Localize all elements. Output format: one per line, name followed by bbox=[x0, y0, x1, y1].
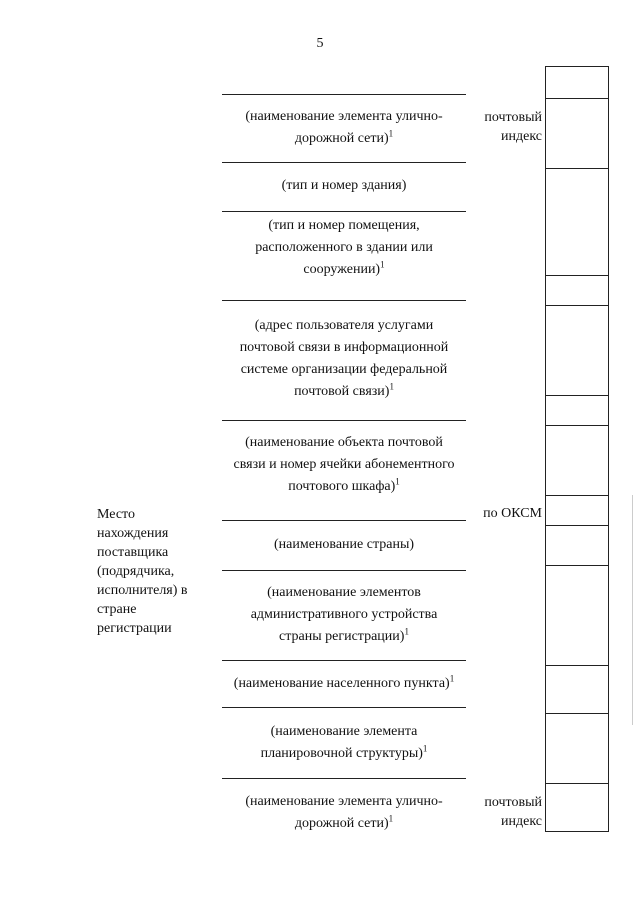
supplier-location-label: Место нахождения поставщика (подрядчика, исполнителя) в стране регистрации bbox=[97, 507, 188, 636]
caption-locality: (наименование населенного пункта)$^1$ bbox=[233, 673, 455, 691]
field-underline bbox=[222, 660, 466, 661]
caption-country: (наименование страны) bbox=[273, 537, 415, 552]
caption-premises: (тип и номер помещения, расположенного в здании или сооружении)$^1$ bbox=[255, 218, 433, 277]
caption-building: (тип и номер здания) bbox=[281, 178, 407, 193]
field-underline bbox=[222, 162, 466, 163]
field-underline bbox=[222, 778, 466, 779]
field-underline bbox=[222, 211, 466, 212]
caption-postal-object: (наименование объекта почтовой связи и номер ячейки абонементного почтового шкафа)$^1$ bbox=[233, 435, 455, 494]
caption-admin-division: (наименование элементов административного устройства страны регистрации)$^1$ bbox=[250, 585, 438, 644]
field-underline bbox=[222, 94, 466, 95]
field-underline bbox=[222, 520, 466, 521]
oksm-label: по ОКСМ bbox=[483, 506, 542, 521]
caption-planning-structure: (наименование элемента планировочной структуры)$^1$ bbox=[260, 724, 428, 761]
field-underline bbox=[222, 707, 466, 708]
caption-postal-address: (адрес пользователя услугами почтовой связи в информационной системе организации федеральной почтовой связи)$^1$ bbox=[239, 318, 449, 399]
page-edge-line bbox=[632, 495, 633, 725]
caption-street-1: (наименование элемента улично- дорожной сети)$^1$ bbox=[245, 109, 443, 146]
postal-index-label-bottom: почтовый индекс bbox=[484, 795, 542, 829]
field-underline bbox=[222, 420, 466, 421]
caption-street-2: (наименование элемента улично- дорожной сети)$^1$ bbox=[245, 794, 443, 831]
page-number: 5 bbox=[316, 36, 324, 51]
field-underline bbox=[222, 300, 466, 301]
field-underline bbox=[222, 570, 466, 571]
postal-index-label-top: почтовый индекс bbox=[484, 110, 542, 144]
